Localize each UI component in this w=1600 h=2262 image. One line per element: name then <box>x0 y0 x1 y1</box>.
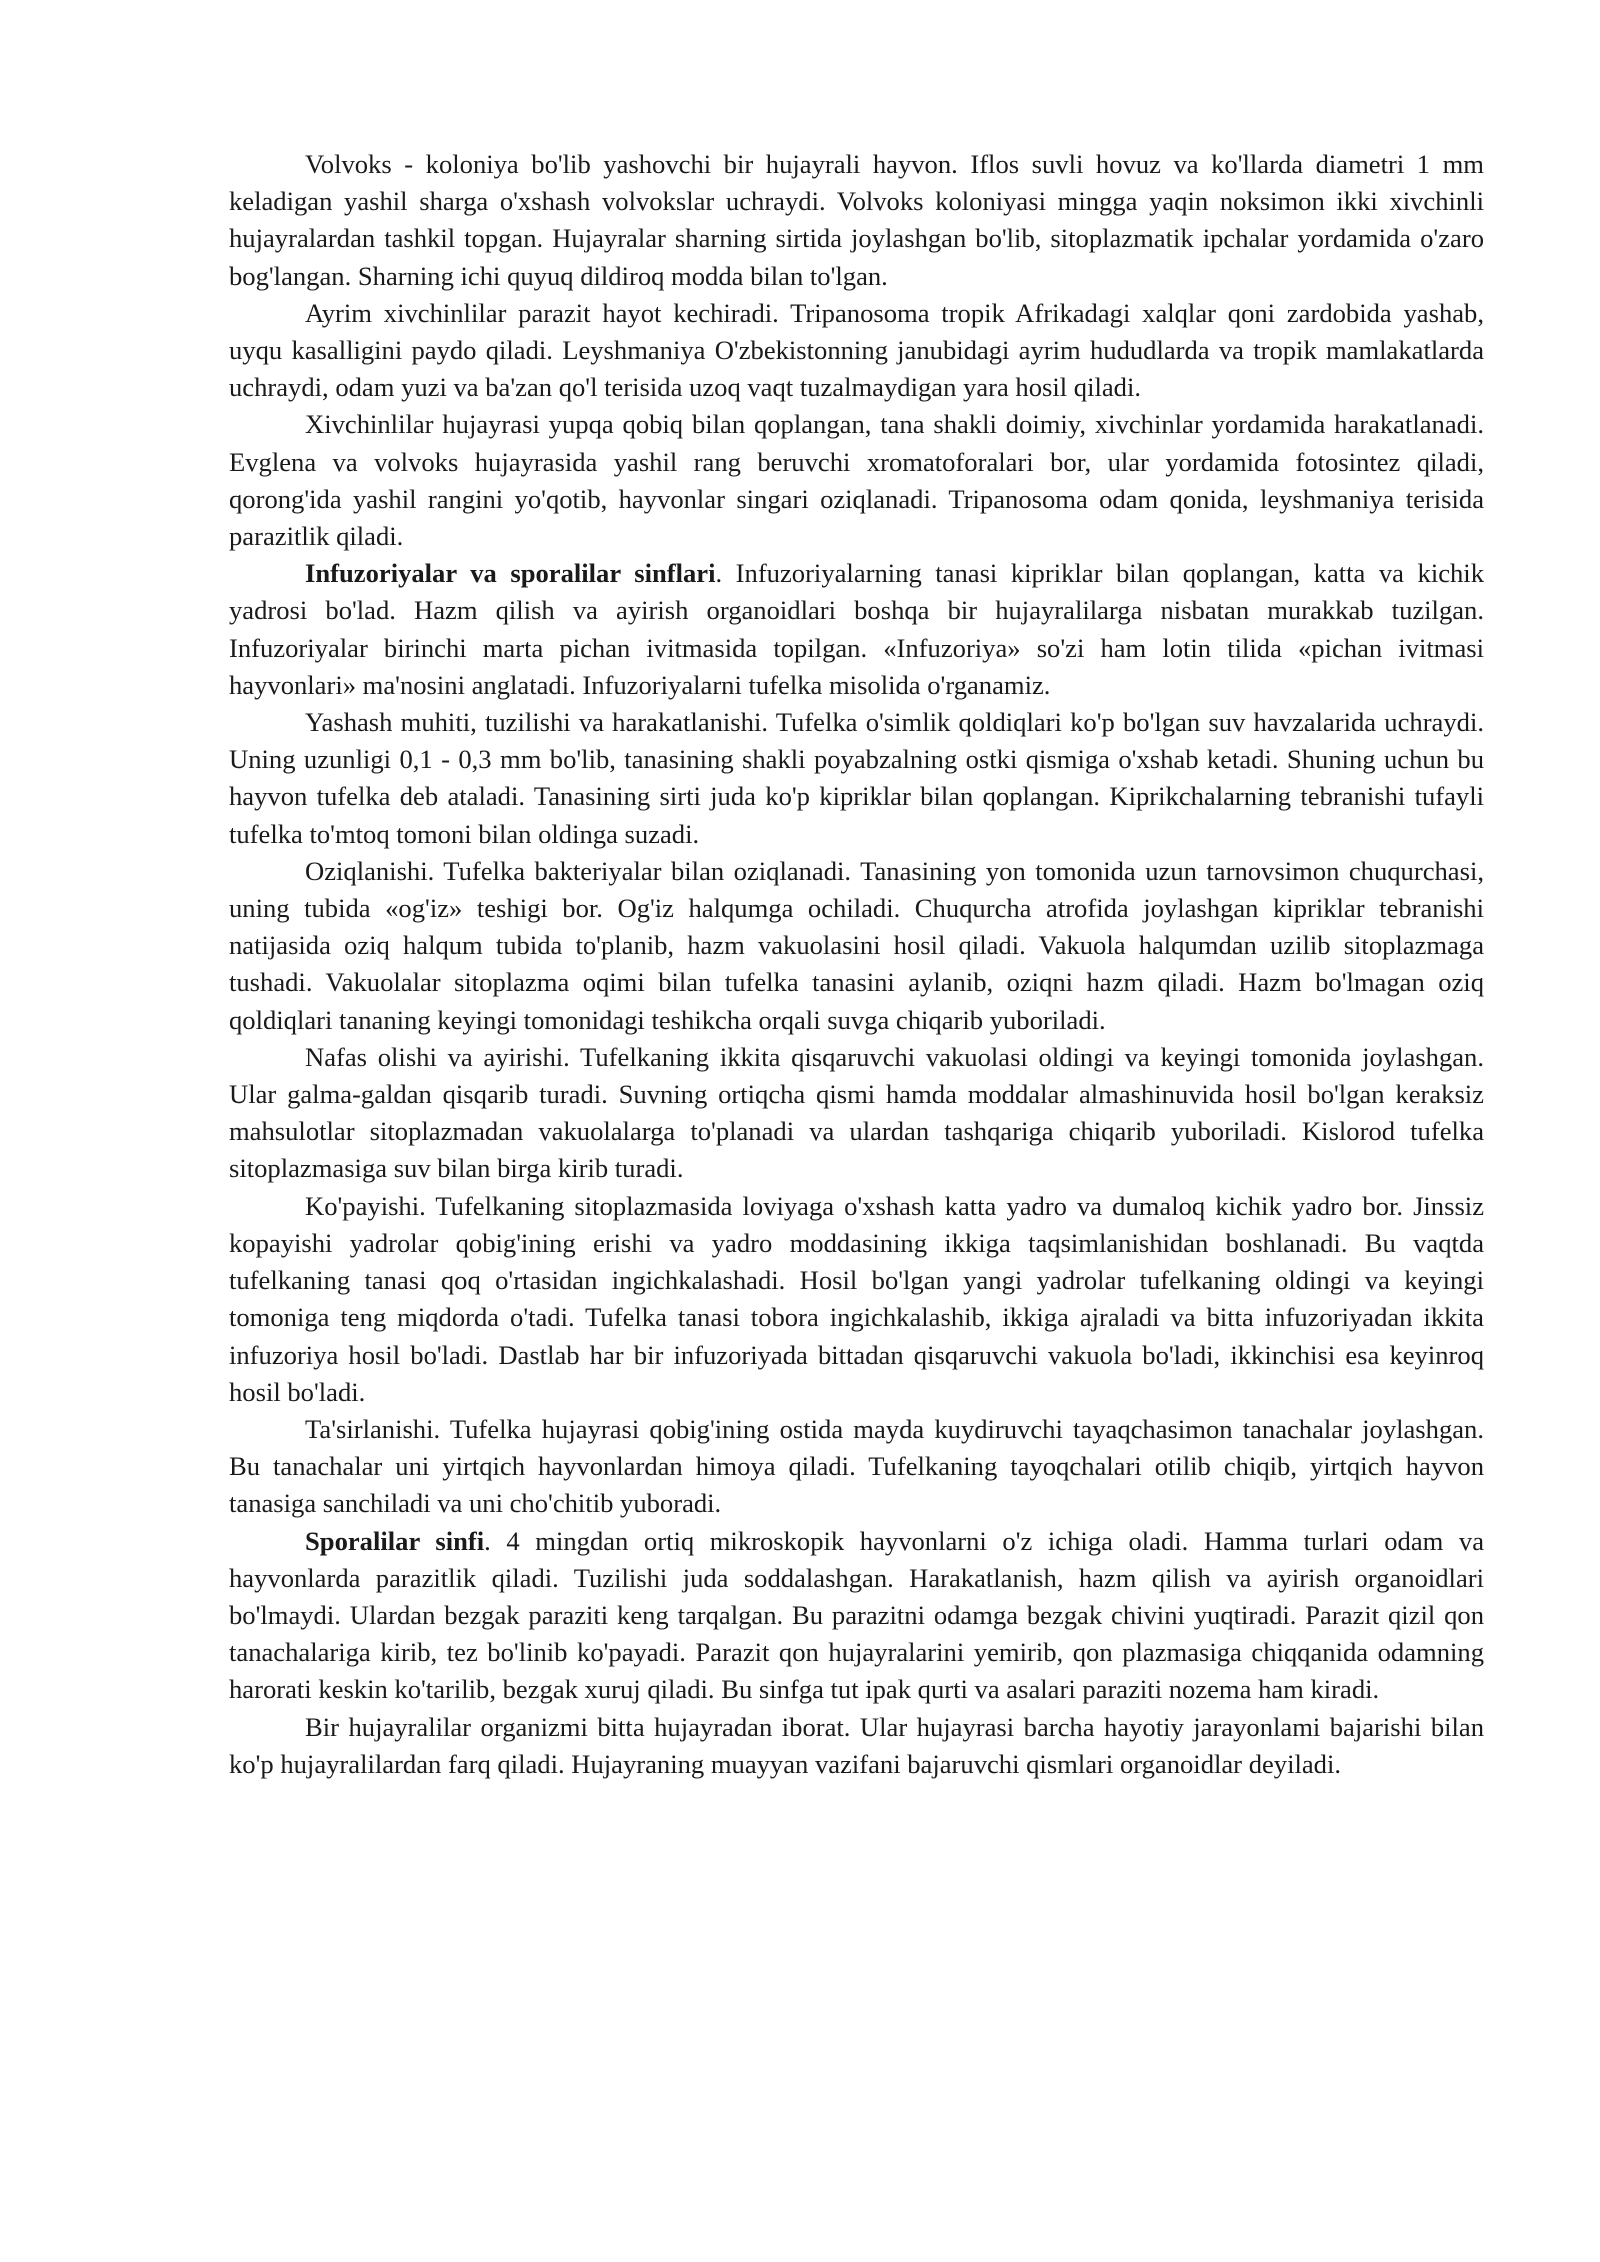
paragraph-respiration-excretion <box>229 1039 1484 1188</box>
paragraph-parasitic-flagellates <box>229 295 1484 407</box>
paragraph-volvoks <box>229 146 1484 295</box>
paragraph-infusoria-sporozoa <box>229 555 1484 704</box>
paragraph-summary <box>229 1709 1484 1783</box>
paragraph-irritability <box>229 1411 1484 1523</box>
paragraph-text: Ko'payishi. Tufelkaning sitoplazmasida loviyaga o'xshash katta yadro va dumaloq kichik yadro bor. Jinssiz kopayishi yadrolar qobig'ining erishi va yadro moddasining ikkiga taqsimlanishidan boshlanadi. Bu vaqtda tufelkaning tanasi qoq o'rtasidan ingichkalashadi. Hosil bo'lgan yangi yadrolar tufelkaning oldingi va keyingi tomoniga teng miqdorda o'tadi. Tufelka tanasi tobora ingichkalashib, ikkiga ajraladi va bitta infuzoriyadan ikkita infuzoriya hosil bo'ladi. Dastlab har bir infuzoriyada bittadan qisqaruvchi vakuola bo'ladi, ikkinchisi esa keyinroq hosil bo'ladi. <box>229 1190 1484 1407</box>
paragraph-text: Ayrim xivchinlilar parazit hayot kechiradi. Tripanosoma tropik Afrikadagi xalqlar qoni zardobida yashab, uyqu kasalligini paydo qiladi. Leyshmaniya O'zbekistonning janubidagi ayrim hududlarda va tropik mamlakatlarda uchraydi, odam yuzi va ba'zan qo'l terisida uzoq vaqt tuzalmaydigan yara hosil qiladi. <box>229 297 1484 403</box>
paragraph-text: . 4 mingdan ortiq mikroskopik hayvonlarni o'z ichiga oladi. Hamma turlari odam va hayvonlarda parazitlik qiladi. Tuzilishi juda soddalashgan. Harakatlanish, hazm qilish va ayirish organoidlari bo'lmaydi. Ulardan bezgak paraziti keng tarqalgan. Bu parazitni odamga bezgak chivini yuqtiradi. Parazit qizil qon tanachalariga kirib, tez bo'linib ko'payadi. Parazit qon hujayralarini yemirib, qon plazmasiga chiqqanida odamning harorati keskin ko'tarilib, bezgak xuruj qiladi. Bu sinfga tut ipak qurti va asalari paraziti nozema ham kiradi. <box>229 1525 1485 1705</box>
paragraph-text: Bir hujayralilar organizmi bitta hujayradan iborat. Ular hujayrasi barcha hayotiy jarayonlami bajarishi bilan ko'p hujayralilardan farq qiladi. Hujayraning muayyan vazifani bajaruvchi qismlari organoidlar deyiladi. <box>229 1711 1484 1779</box>
paragraph-text: Volvoks - koloniya bo'lib yashovchi bir hujayrali hayvon. Iflos suvli hovuz va ko'llarda diametri 1 mm keladigan yashil sharga o'xshash volvokslar uchraydi. Volvoks koloniyasi mingga yaqin noksimon ikki xivchinli hujayralardan tashkil topgan. Hujayralar sharning sirtida joylashgan bo'lib, sitoplazmatik ipchalar yordamida o'zaro bog'langan. Sharning ichi quyuq dildiroq modda bilan to'lgan. <box>229 149 1484 291</box>
section-heading-infusoria: Infuzoriyalar va sporalilar sinflari <box>305 558 716 589</box>
paragraph-sporozoa-class <box>229 1523 1484 1709</box>
paragraph-text: . Infuzoriyalarning tanasi kipriklar bilan qoplangan, katta va kichik yadrosi bo'lad. Hazm qilish va ayirish organoidlari boshqa bir hujayralilarga nisbatan murakkab tuzilgan. Infuzoriyalar birinchi marta pichan ivitmasida topilgan. «Infuzoriya» so'zi ham lotin tilida «pichan ivitmasi hayvonlari» ma'nosini anglatadi. Infuzoriyalarni tufelka misolida o'rganamiz. <box>229 558 1484 700</box>
paragraph-flagellate-cell <box>229 406 1484 555</box>
paragraph-reproduction <box>229 1188 1484 1411</box>
paragraph-text: Yashash muhiti, tuzilishi va harakatlanishi. Tufelka o'simlik qoldiqlari ko'p bo'lgan suv havzalarida uchraydi. Uning uzunligi 0,1 - 0,3 mm bo'lib, tanasining shakli poyabzalning ostki qismiga o'xshab ketadi. Shuning uchun bu hayvon tufelka deb ataladi. Tanasining sirti juda ko'p kipriklar bilan qoplangan. Kiprikchalarning tebranishi tufayli tufelka to'mtoq tomoni bilan oldinga suzadi. <box>229 707 1484 849</box>
paragraph-nutrition <box>229 853 1484 1039</box>
paragraph-habitat-structure <box>229 704 1484 853</box>
section-heading-sporozoa: Sporalilar sinfi <box>305 1525 485 1556</box>
paragraph-text: Oziqlanishi. Tufelka bakteriyalar bilan oziqlanadi. Tanasining yon tomonida uzun tarnovsimon chuqurchasi, uning tubida «og'iz» teshigi bor. Og'iz halqumga ochiladi. Chuqurcha atrofida joylashgan kipriklar tebranishi natijasida oziq halqum tubida to'planib, hazm vakuolasini hosil qiladi. Vakuola halqumdan uzilib sitoplazmaga tushadi. Vakuolalar sitoplazma oqimi bilan tufelka tanasini aylanib, oziqni hazm qiladi. Hazm bo'lmagan oziq qoldiqlari tananing keyingi tomonidagi teshikcha orqali suvga chiqarib yuboriladi. <box>229 855 1484 1035</box>
document-page <box>229 146 1484 1783</box>
paragraph-text: Ta'sirlanishi. Tufelka hujayrasi qobig'ining ostida mayda kuydiruvchi tayaqchasimon tanachalar joylashgan. Bu tanachalar uni yirtqich hayvonlardan himoya qiladi. Tufelkaning tayoqchalari otilib chiqib, yirtqich hayvon tanasiga sanchiladi va uni cho'chitib yuboradi. <box>229 1413 1484 1519</box>
paragraph-text: Nafas olishi va ayirishi. Tufelkaning ikkita qisqaruvchi vakuolasi oldingi va keyingi tomonida joylashgan. Ular galma-galdan qisqarib turadi. Suvning ortiqcha qismi hamda moddalar almashinuvida hosil bo'lgan keraksiz mahsulotlar sitoplazmadan vakuolalarga to'planadi va ulardan tashqariga chiqarib yuboriladi. Kislorod tufelka sitoplazmasiga suv bilan birga kirib turadi. <box>229 1041 1484 1184</box>
paragraph-text: Xivchinlilar hujayrasi yupqa qobiq bilan qoplangan, tana shakli doimiy, xivchinlar yordamida harakatlanadi. Evglena va volvoks hujayrasida yashil rang beruvchi xromatoforalari bor, ular yordamida fotosintez qiladi, qorong'ida yashil rangini yo'qotib, hayvonlar singari oziqlanadi. Tripanosoma odam qonida, leyshmaniya terisida parazitlik qiladi. <box>229 409 1484 552</box>
